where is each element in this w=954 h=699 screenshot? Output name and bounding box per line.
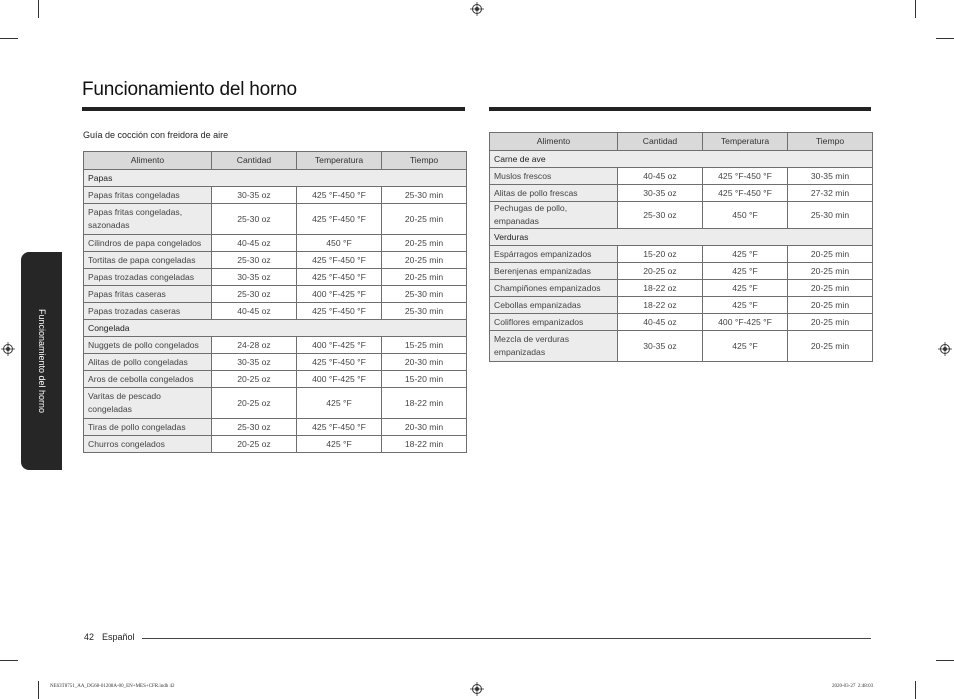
- quantity-cell: 40-45 oz: [212, 235, 297, 252]
- crop-mark: [936, 38, 954, 39]
- time-cell: 20-25 min: [788, 297, 873, 314]
- table-row: [490, 331, 873, 362]
- column-header-temperature: Temperatura: [703, 133, 788, 151]
- quantity-cell: 25-30 oz: [212, 252, 297, 269]
- quantity-cell: 40-45 oz: [212, 303, 297, 320]
- food-cell: Papas trozadas congeladas: [84, 269, 212, 286]
- column-header-quantity: Cantidad: [618, 133, 703, 151]
- table-row: [84, 252, 467, 269]
- table-row: [84, 388, 467, 419]
- temperature-cell: 425 °F: [703, 246, 788, 263]
- time-cell: 25-30 min: [382, 286, 467, 303]
- temperature-cell: 450 °F: [703, 202, 788, 229]
- quantity-cell: 25-30 oz: [212, 204, 297, 235]
- table-row: [490, 185, 873, 202]
- column-header-time: Tiempo: [788, 133, 873, 151]
- time-cell: 20-30 min: [382, 419, 467, 436]
- table-row: [84, 436, 467, 453]
- crop-mark: [915, 681, 916, 699]
- time-cell: 20-25 min: [382, 235, 467, 252]
- food-cell: Papas fritas congeladas: [84, 187, 212, 204]
- registration-mark-icon: [470, 682, 484, 696]
- time-cell: 20-25 min: [382, 252, 467, 269]
- footer-rule: [142, 638, 871, 639]
- crop-mark: [38, 0, 39, 18]
- registration-mark-icon: [470, 2, 484, 16]
- table-row: [84, 204, 467, 235]
- column-header-food: Alimento: [490, 133, 618, 151]
- table-row: [84, 269, 467, 286]
- time-cell: 18-22 min: [382, 388, 467, 419]
- food-cell: Churros congelados: [84, 436, 212, 453]
- temperature-cell: 450 °F: [297, 235, 382, 252]
- table-row: [490, 246, 873, 263]
- food-cell: Muslos frescos: [490, 168, 618, 185]
- time-cell: 18-22 min: [382, 436, 467, 453]
- temperature-cell: 400 °F-425 °F: [703, 314, 788, 331]
- table-row: [490, 314, 873, 331]
- quantity-cell: 18-22 oz: [618, 297, 703, 314]
- column-header-time: Tiempo: [382, 152, 467, 170]
- time-cell: 20-25 min: [788, 331, 873, 362]
- time-cell: 20-25 min: [382, 204, 467, 235]
- time-cell: 25-30 min: [382, 187, 467, 204]
- temperature-cell: 425 °F-450 °F: [297, 204, 382, 235]
- temperature-cell: 425 °F: [703, 263, 788, 280]
- temperature-cell: 425 °F: [703, 331, 788, 362]
- category-row: [490, 229, 873, 246]
- table-row: [84, 235, 467, 252]
- page-footer: [84, 632, 143, 642]
- crop-mark: [0, 660, 18, 661]
- quantity-cell: 24-28 oz: [212, 337, 297, 354]
- quantity-cell: 20-25 oz: [618, 263, 703, 280]
- table-row: [84, 187, 467, 204]
- quantity-cell: 30-35 oz: [618, 185, 703, 202]
- food-cell: Alitas de pollo frescas: [490, 185, 618, 202]
- side-tab-label: Funcionamiento del horno: [36, 308, 47, 414]
- food-cell: Aros de cebolla congelados: [84, 371, 212, 388]
- time-cell: 15-25 min: [382, 337, 467, 354]
- quantity-cell: 30-35 oz: [212, 354, 297, 371]
- column-header-quantity: Cantidad: [212, 152, 297, 170]
- temperature-cell: 425 °F: [297, 436, 382, 453]
- page-number: 42: [84, 632, 95, 642]
- time-cell: 20-25 min: [382, 269, 467, 286]
- temperature-cell: 425 °F-450 °F: [297, 303, 382, 320]
- temperature-cell: 400 °F-425 °F: [297, 337, 382, 354]
- time-cell: 20-30 min: [382, 354, 467, 371]
- temperature-cell: 400 °F-425 °F: [297, 371, 382, 388]
- cooking-table-left: [83, 151, 467, 453]
- food-cell: Espárragos empanizados: [490, 246, 618, 263]
- food-cell: Coliflores empanizados: [490, 314, 618, 331]
- food-cell: Papas trozadas caseras: [84, 303, 212, 320]
- quantity-cell: 18-22 oz: [618, 280, 703, 297]
- temperature-cell: 425 °F-450 °F: [703, 168, 788, 185]
- quantity-cell: 30-35 oz: [212, 269, 297, 286]
- print-info-left: NE63T8751_AA_DG68-01208A-00_EN+MES+CFR.indb 42: [50, 684, 175, 689]
- time-cell: 30-35 min: [788, 168, 873, 185]
- food-cell: Tiras de pollo congeladas: [84, 419, 212, 436]
- quantity-cell: 20-25 oz: [212, 388, 297, 419]
- table-row: [84, 354, 467, 371]
- temperature-cell: 425 °F: [703, 297, 788, 314]
- food-cell: Pechugas de pollo, empanadas: [490, 202, 618, 229]
- table-row: [84, 286, 467, 303]
- registration-mark-icon: [1, 342, 15, 356]
- table-row: [490, 202, 873, 229]
- time-cell: 20-25 min: [788, 314, 873, 331]
- food-cell: Cebollas empanizadas: [490, 297, 618, 314]
- category-row: [84, 320, 467, 337]
- temperature-cell: 425 °F-450 °F: [703, 185, 788, 202]
- temperature-cell: 425 °F-450 °F: [297, 269, 382, 286]
- time-cell: 15-20 min: [382, 371, 467, 388]
- title-rule-right: [489, 107, 871, 111]
- table-row: [84, 303, 467, 320]
- food-cell: Varitas de pescado congeladas: [84, 388, 212, 419]
- temperature-cell: 425 °F-450 °F: [297, 419, 382, 436]
- crop-mark: [915, 0, 916, 18]
- category-label: Papas: [84, 170, 467, 187]
- category-label: Carne de ave: [490, 151, 873, 168]
- food-cell: Mezcla de verduras empanizadas: [490, 331, 618, 362]
- food-cell: Alitas de pollo congeladas: [84, 354, 212, 371]
- food-cell: Berenjenas empanizadas: [490, 263, 618, 280]
- time-cell: 20-25 min: [788, 246, 873, 263]
- table-row: [490, 297, 873, 314]
- title-rule-left: [82, 107, 465, 111]
- crop-mark: [936, 660, 954, 661]
- category-row: [84, 170, 467, 187]
- column-header-temperature: Temperatura: [297, 152, 382, 170]
- time-cell: 27-32 min: [788, 185, 873, 202]
- section-subtitle: Guía de cocción con freidora de aire: [83, 130, 229, 140]
- quantity-cell: 30-35 oz: [212, 187, 297, 204]
- temperature-cell: 425 °F: [703, 280, 788, 297]
- crop-mark: [38, 681, 39, 699]
- time-cell: 25-30 min: [788, 202, 873, 229]
- column-header-food: Alimento: [84, 152, 212, 170]
- table-row: [84, 371, 467, 388]
- table-row: [84, 419, 467, 436]
- quantity-cell: 30-35 oz: [618, 331, 703, 362]
- quantity-cell: 15-20 oz: [618, 246, 703, 263]
- time-cell: 25-30 min: [382, 303, 467, 320]
- food-cell: Cilindros de papa congelados: [84, 235, 212, 252]
- print-info-right: 2020-03-27 ⁠ 2:48:03: [832, 684, 874, 689]
- temperature-cell: 400 °F-425 °F: [297, 286, 382, 303]
- food-cell: Tortitas de papa congeladas: [84, 252, 212, 269]
- crop-mark: [0, 38, 18, 39]
- temperature-cell: 425 °F: [297, 388, 382, 419]
- quantity-cell: 25-30 oz: [212, 286, 297, 303]
- side-section-tab: [21, 252, 62, 470]
- page-title: Funcionamiento del horno: [82, 79, 297, 100]
- quantity-cell: 25-30 oz: [618, 202, 703, 229]
- food-cell: Champiñones empanizados: [490, 280, 618, 297]
- quantity-cell: 40-45 oz: [618, 168, 703, 185]
- cooking-table-right: [489, 132, 873, 362]
- footer-language: Español: [102, 632, 135, 642]
- table-row: [490, 280, 873, 297]
- food-cell: Papas fritas congeladas, sazonadas: [84, 204, 212, 235]
- food-cell: Papas fritas caseras: [84, 286, 212, 303]
- table-row: [490, 168, 873, 185]
- quantity-cell: 20-25 oz: [212, 371, 297, 388]
- quantity-cell: 25-30 oz: [212, 419, 297, 436]
- time-cell: 20-25 min: [788, 263, 873, 280]
- category-row: [490, 151, 873, 168]
- table-row: [84, 337, 467, 354]
- temperature-cell: 425 °F-450 °F: [297, 354, 382, 371]
- quantity-cell: 20-25 oz: [212, 436, 297, 453]
- table-row: [490, 263, 873, 280]
- registration-mark-icon: [938, 342, 952, 356]
- food-cell: Nuggets de pollo congelados: [84, 337, 212, 354]
- quantity-cell: 40-45 oz: [618, 314, 703, 331]
- category-label: Congelada: [84, 320, 467, 337]
- temperature-cell: 425 °F-450 °F: [297, 252, 382, 269]
- category-label: Verduras: [490, 229, 873, 246]
- time-cell: 20-25 min: [788, 280, 873, 297]
- temperature-cell: 425 °F-450 °F: [297, 187, 382, 204]
